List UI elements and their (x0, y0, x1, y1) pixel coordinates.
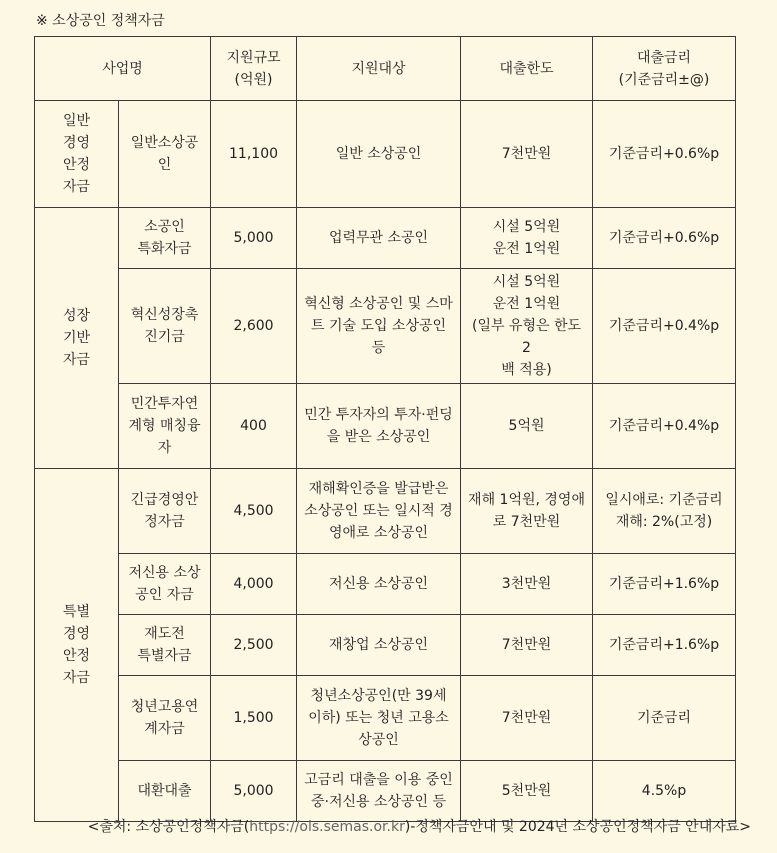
fund-rate: 기준금리 (593, 676, 736, 761)
fund-name: 저신용 소상 공인 자금 (119, 554, 211, 615)
group-cell: 일반 경영 안정 자금 (35, 101, 119, 208)
fund-limit: 시설 5억원 운전 1억원 (일부 유형은 한도 2 백 적용) (461, 269, 593, 384)
table-row (35, 615, 736, 676)
fund-limit: 3천만원 (461, 554, 593, 615)
header-target: 지원대상 (297, 37, 461, 101)
fund-scale: 4,000 (211, 554, 297, 615)
fund-scale: 2,500 (211, 615, 297, 676)
fund-rate: 기준금리+0.4%p (593, 269, 736, 384)
table-row (35, 208, 736, 269)
fund-scale: 5,000 (211, 761, 297, 822)
fund-target: 일반 소상공인 (297, 101, 461, 208)
fund-scale: 5,000 (211, 208, 297, 269)
fund-rate: 기준금리+0.4%p (593, 384, 736, 469)
group-cell: 특별 경영 안정 자금 (35, 469, 119, 822)
fund-target: 혁신형 소상공인 및 스마 트 기술 도입 소상공인 등 (297, 269, 461, 384)
fund-name: 일반소상공 인 (119, 101, 211, 208)
fund-target: 저신용 소상공인 (297, 554, 461, 615)
fund-limit: 5억원 (461, 384, 593, 469)
fund-limit: 재해 1억원, 경영애 로 7천만원 (461, 469, 593, 554)
source-note (88, 817, 751, 837)
fund-name: 대환대출 (119, 761, 211, 822)
source-suffix: )-정책자금안내 및 2024년 소상공인정책자금 안내자료> (404, 819, 751, 835)
fund-scale: 11,100 (211, 101, 297, 208)
fund-rate: 4.5%p (593, 761, 736, 822)
header-scale-line1: 지원규모 (226, 49, 281, 66)
fund-target: 재창업 소상공인 (297, 615, 461, 676)
header-limit: 대출한도 (461, 37, 593, 101)
header-scale (211, 37, 297, 101)
fund-name: 재도전 특별자금 (119, 615, 211, 676)
group-cell: 성장 기반 자금 (35, 208, 119, 469)
fund-target: 재해확인증을 발급받은 소상공인 또는 일시적 경 영애로 소상공인 (297, 469, 461, 554)
header-rate (593, 37, 736, 101)
table-row (35, 469, 736, 554)
fund-scale: 2,600 (211, 269, 297, 384)
table-row (35, 761, 736, 822)
table-row (35, 269, 736, 384)
fund-limit: 시설 5억원 운전 1억원 (461, 208, 593, 269)
header-row (35, 37, 736, 101)
fund-rate: 기준금리+1.6%p (593, 615, 736, 676)
fund-target: 청년소상공인(만 39세 이하) 또는 청년 고용소 상공인 (297, 676, 461, 761)
table-row (35, 384, 736, 469)
table-row (35, 676, 736, 761)
fund-rate: 기준금리+1.6%p (593, 554, 736, 615)
fund-name: 혁신성장촉 진기금 (119, 269, 211, 384)
fund-scale: 400 (211, 384, 297, 469)
fund-rate: 기준금리+0.6%p (593, 208, 736, 269)
source-prefix: <출처: 소상공인정책자금( (87, 819, 250, 835)
fund-target: 업력무관 소공인 (297, 208, 461, 269)
fund-name: 민간투자연 계형 매칭융 자 (119, 384, 211, 469)
header-rate-line1: 대출금리 (636, 49, 692, 66)
source-link[interactable]: https://ols.semas.or.kr (249, 819, 405, 835)
fund-name: 청년고용연 계자금 (119, 676, 211, 761)
fund-target: 민간 투자자의 투자·펀딩 을 받은 소상공인 (297, 384, 461, 469)
fund-target: 고금리 대출을 이용 중인 중·저신용 소상공인 등 (297, 761, 461, 822)
fund-limit: 7천만원 (461, 676, 593, 761)
caption: ※ 소상공인 정책자금 (36, 13, 165, 29)
fund-name: 긴급경영안 정자금 (119, 469, 211, 554)
fund-limit: 7천만원 (461, 615, 593, 676)
fund-limit: 5천만원 (461, 761, 593, 822)
header-scale-line2: (억원) (234, 71, 273, 88)
fund-rate: 일시애로: 기준금리 재해: 2%(고정) (593, 469, 736, 554)
fund-rate: 기준금리+0.6%p (593, 101, 736, 208)
fund-limit: 7천만원 (461, 101, 593, 208)
fund-scale: 1,500 (211, 676, 297, 761)
fund-name: 소공인 특화자금 (119, 208, 211, 269)
header-business-name: 사업명 (35, 37, 211, 101)
table-row (35, 101, 736, 208)
table-row (35, 554, 736, 615)
policy-fund-table (34, 36, 736, 822)
fund-scale: 4,500 (211, 469, 297, 554)
header-rate-line2: (기준금리±@) (618, 71, 710, 88)
